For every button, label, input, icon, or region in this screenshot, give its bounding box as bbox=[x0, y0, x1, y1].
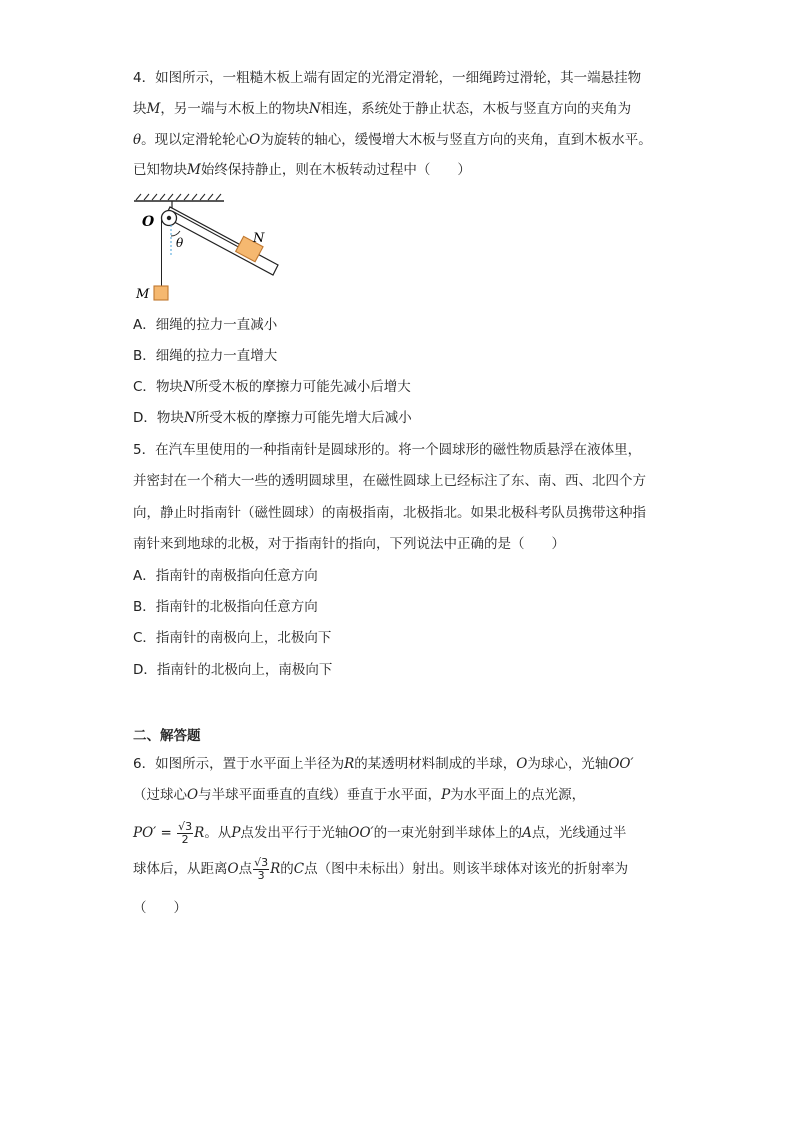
ceiling-hatching bbox=[136, 194, 221, 200]
string-to-N bbox=[173, 212, 244, 251]
q4-option-b[interactable]: B．细绳的拉力一直增大 bbox=[133, 348, 278, 364]
q6-line-4: 球体后，从距离O点 $\frac{√3}{3}$ R的C点（图中未标出）射出。则该半球体对该光的折射率为 bbox=[133, 855, 629, 882]
fraction-sqrt3-over-3: $\frac{√3}{3}$ bbox=[254, 855, 269, 882]
q5-option-c[interactable]: C．指南针的南极向上，北极向下 bbox=[133, 630, 332, 646]
q4-stem-line-1: 4．如图所示，一粗糙木板上端有固定的光滑定滑轮，一细绳跨过滑轮，其一端悬挂物 bbox=[133, 70, 642, 86]
q5-option-a[interactable]: A．指南针的南极指向任意方向 bbox=[133, 568, 318, 584]
block-M bbox=[154, 286, 168, 300]
pulley-center bbox=[167, 216, 171, 220]
q5-stem-line-4: 南针来到地球的北极，对于指南针的指向，下列说法中正确的是（ ） bbox=[133, 536, 565, 552]
q4-stem-line-3: θ。现以定滑轮轮心O为旋转的轴心，缓慢增大木板与竖直方向的夹角，直到木板水平。 bbox=[133, 132, 652, 148]
q6-line-1: 6．如图所示，置于水平面上半径为R的某透明材料制成的半球，O为球心，光轴OO′ bbox=[133, 756, 634, 772]
q5-stem-line-3: 向，静止时指南针（磁性圆球）的南极指南，北极指北。如果北极科考队员携带这种指 bbox=[133, 505, 646, 521]
label-M: M bbox=[136, 287, 150, 302]
pulley-incline-figure bbox=[132, 193, 292, 305]
q6-answer-bracket: （ ） bbox=[133, 900, 187, 916]
label-O: O bbox=[142, 214, 155, 230]
q4-option-a[interactable]: A．细绳的拉力一直减小 bbox=[133, 317, 278, 333]
q4-stem-line-2: 块M，另一端与木板上的物块N相连，系统处于静止状态，木板与竖直方向的夹角为 bbox=[133, 101, 632, 117]
q6-line-3: PO′ = $\frac{√3}{2}$ R。从P点发出平行于光轴OO′的一束光射到半球体上的A点，光线通过半 bbox=[133, 819, 627, 846]
q5-option-b[interactable]: B．指南针的北极指向任意方向 bbox=[133, 599, 318, 615]
q5-stem-line-1: 5．在汽车里使用的一种指南针是圆球形的。将一个圆球形的磁性物质悬浮在液体里， bbox=[133, 442, 642, 458]
label-theta: θ bbox=[176, 236, 184, 250]
label-N: N bbox=[253, 231, 265, 246]
q5-option-d[interactable]: D．指南针的北极向上，南极向下 bbox=[133, 662, 333, 678]
q4-option-c[interactable]: C．物块N所受木板的摩擦力可能先减小后增大 bbox=[133, 379, 411, 395]
q4-option-d[interactable]: D．物块N所受木板的摩擦力可能先增大后减小 bbox=[133, 410, 412, 426]
fraction-sqrt3-over-2: $\frac{√3}{2}$ bbox=[178, 819, 193, 846]
q6-line-2: （过球心O与半球平面垂直的直线）垂直于水平面，P为水平面上的点光源， bbox=[133, 787, 586, 803]
section-heading: 二、解答题 bbox=[133, 728, 201, 744]
q4-stem-line-4: 已知物块M始终保持静止，则在木板转动过程中（ ） bbox=[133, 162, 471, 178]
q5-stem-line-2: 并密封在一个稍大一些的透明圆球里，在磁性圆球上已经标注了东、南、西、北四个方 bbox=[133, 473, 646, 489]
